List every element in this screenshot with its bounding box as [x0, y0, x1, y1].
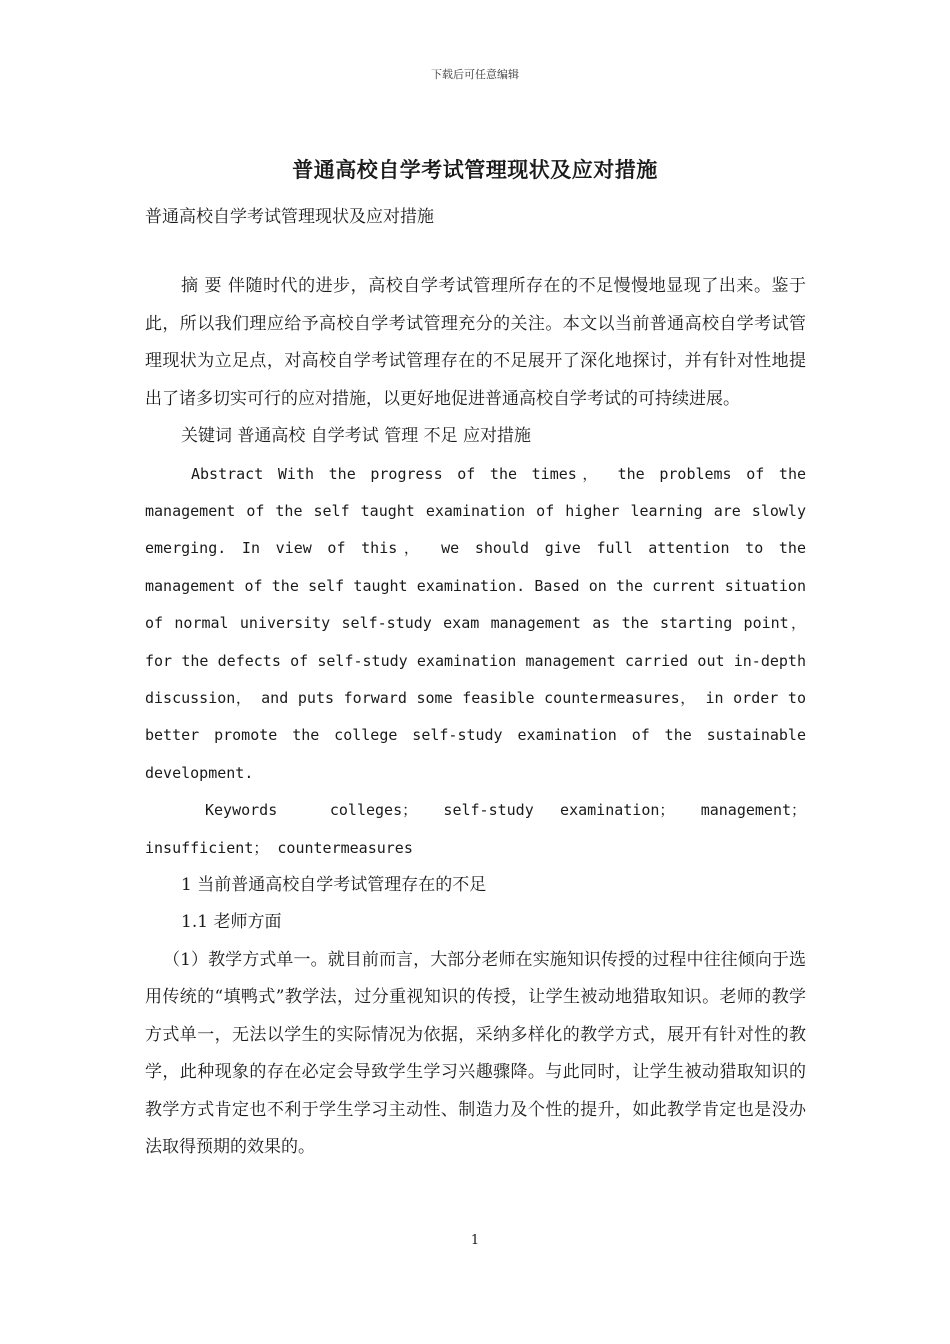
- keywords-en-label: Keywords: [205, 801, 278, 820]
- paragraph-teaching-method: [145, 942, 806, 1167]
- page-header: 下载后可任意编辑: [431, 68, 519, 81]
- paragraph-text: 就目前而言，大部分老师在实施知识传授的过程中往往倾向于选用传统的“填鸭式”教学法，过分重视知识的传授，让学生被动地猎取知识。老师的教学方式单一，无法以学生的实际情况为依据，采纳多样化的教学方式，展开有针对性的教学，此种现象的存在必定会导致学生学习兴趣骤降。与此同时，让学生被动猎取知识的教学方式肯定也不利于学生学习主动性、制造力及个性的提升，如此教学肯定也是没办法取得预期的效果的。: [145, 949, 807, 1158]
- section-heading-1: 1 当前普通高校自学考试管理存在的不足: [181, 874, 487, 895]
- document-body: [145, 268, 806, 1167]
- paragraph-lead: （1）教学方式单一。: [163, 949, 328, 970]
- section-heading-1-1: 1.1 老师方面: [181, 912, 282, 933]
- keywords-cn: 关键词 普通高校 自学考试 管理 不足 应对措施: [181, 426, 532, 446]
- abstract-cn: [145, 268, 806, 418]
- document-title: 普通高校自学考试管理现状及应对措施: [292, 157, 658, 182]
- abstract-en-text: With the progress of the times， the problems of the management of the self taught examination of higher learning are slowly emerging. In view of this， we should give full attention to the management of the self taught examination. Based on the current situation of normal university self-study exam management as the starting point， for the defects of self-study examination management carried out in-depth discussion， and puts forward some feasible countermeasures， in order to better promote the college self-study examination of the sustainable development.: [145, 464, 807, 782]
- page-number: 1: [470, 1233, 480, 1248]
- abstract-en: [145, 456, 806, 793]
- abstract-cn-label: 摘 要: [181, 276, 223, 296]
- keywords-en: [145, 792, 806, 867]
- document-subtitle: 普通高校自学考试管理现状及应对措施: [145, 207, 434, 227]
- keywords-en-text: colleges； self-study examination； management； insufficient； countermeasures: [145, 801, 807, 857]
- abstract-en-label: Abstract: [191, 464, 264, 483]
- abstract-cn-text: 伴随时代的进步，高校自学考试管理所存在的不足慢慢地显现了出来。鉴于此，所以我们理应给予高校自学考试管理充分的关注。本文以当前普通高校自学考试管理现状为立足点，对高校自学考试管理存在的不足展开了深化地探讨，并有针对性地提出了诸多切实可行的应对措施，以更好地促进普通高校自学考试的可持续进展。: [145, 276, 807, 409]
